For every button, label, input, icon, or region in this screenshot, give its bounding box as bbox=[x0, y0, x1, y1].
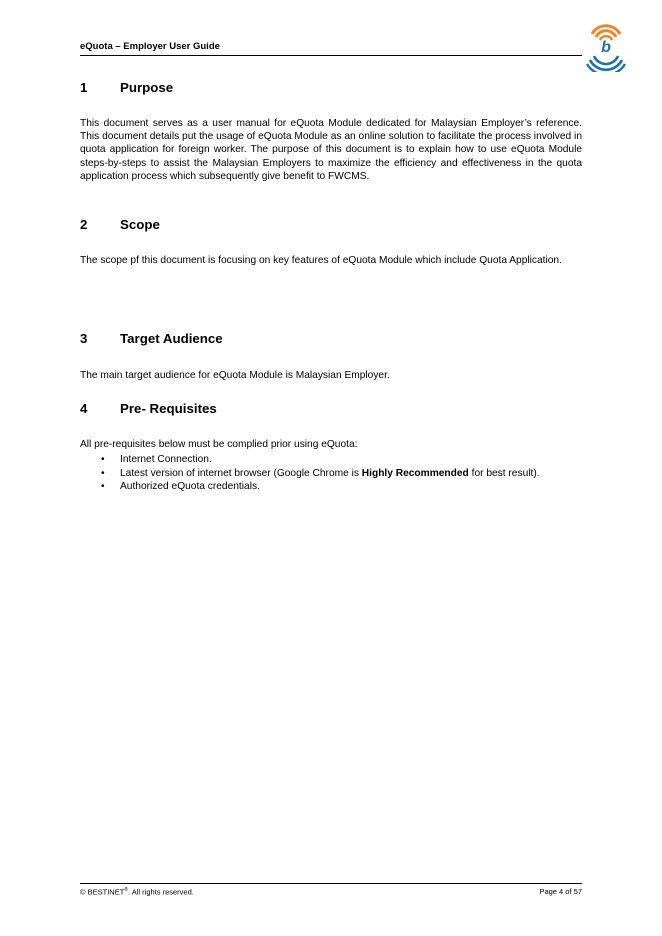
scope-paragraph: The scope pf this document is focusing on key features of eQuota Module which include Quota Application. bbox=[80, 255, 562, 266]
target-audience-paragraph: The main target audience for eQuota Module is Malaysian Employer. bbox=[80, 370, 390, 381]
section-number: 1 bbox=[80, 80, 88, 95]
list-item-text: Internet Connection. bbox=[120, 454, 212, 466]
section-heading bbox=[80, 401, 582, 419]
section-number: 3 bbox=[80, 331, 88, 346]
section-heading bbox=[80, 80, 582, 98]
header-title: eQuota – Employer User Guide bbox=[80, 41, 220, 52]
section-heading bbox=[80, 217, 582, 235]
section-title: Pre- Requisites bbox=[120, 401, 217, 416]
list-item bbox=[80, 480, 582, 494]
bullet-icon: • bbox=[101, 454, 105, 466]
section-title: Purpose bbox=[120, 80, 174, 95]
page-header bbox=[80, 40, 582, 56]
bestinet-logo-icon bbox=[586, 18, 626, 72]
copyright-name: © BESTINET bbox=[80, 887, 125, 897]
copyright-rest: . All rights reserved. bbox=[127, 887, 194, 897]
list-item-text: Authorized eQuota credentials. bbox=[120, 481, 260, 493]
bullet-icon: • bbox=[101, 467, 105, 479]
list-item-text-after: for best result). bbox=[468, 467, 540, 479]
page-footer bbox=[80, 883, 582, 897]
section-title: Target Audience bbox=[120, 331, 223, 346]
list-item bbox=[80, 453, 582, 467]
section-target-audience bbox=[80, 331, 582, 382]
section-scope bbox=[80, 217, 582, 267]
purpose-paragraph: This document serves as a user manual for eQuota Module dedicated for Malaysian Employer’s reference. This document details put the usage of eQuota Module as an online solution to facilitate the process involved in quota application for foreign worker. The purpose of this document is to explain how to use eQuota Module steps-by-steps to assist the Malaysian Employers to maximize the efficiency and effectiveness in the quota application process which subsequently give benefit to FWCMS. bbox=[80, 118, 582, 182]
section-title: Scope bbox=[120, 217, 160, 232]
section-number: 2 bbox=[80, 217, 88, 232]
section-purpose bbox=[80, 80, 582, 183]
svg-text:b: b bbox=[601, 39, 611, 56]
section-pre-requisites bbox=[80, 401, 582, 494]
footer-copyright bbox=[80, 887, 194, 897]
pre-requisites-paragraph: All pre-requisites below must be complied prior using eQuota: bbox=[80, 439, 358, 450]
bullet-icon: • bbox=[101, 481, 105, 493]
pre-requisites-list bbox=[80, 453, 582, 494]
footer-page-number: Page 4 of 57 bbox=[539, 887, 582, 896]
list-item bbox=[80, 467, 582, 481]
registered-mark: ® bbox=[124, 887, 128, 893]
section-number: 4 bbox=[80, 401, 88, 416]
section-heading bbox=[80, 331, 582, 349]
list-item-text-before: Latest version of internet browser (Google Chrome is bbox=[120, 467, 362, 479]
list-item-text-bold: Highly Recommended bbox=[361, 467, 469, 479]
